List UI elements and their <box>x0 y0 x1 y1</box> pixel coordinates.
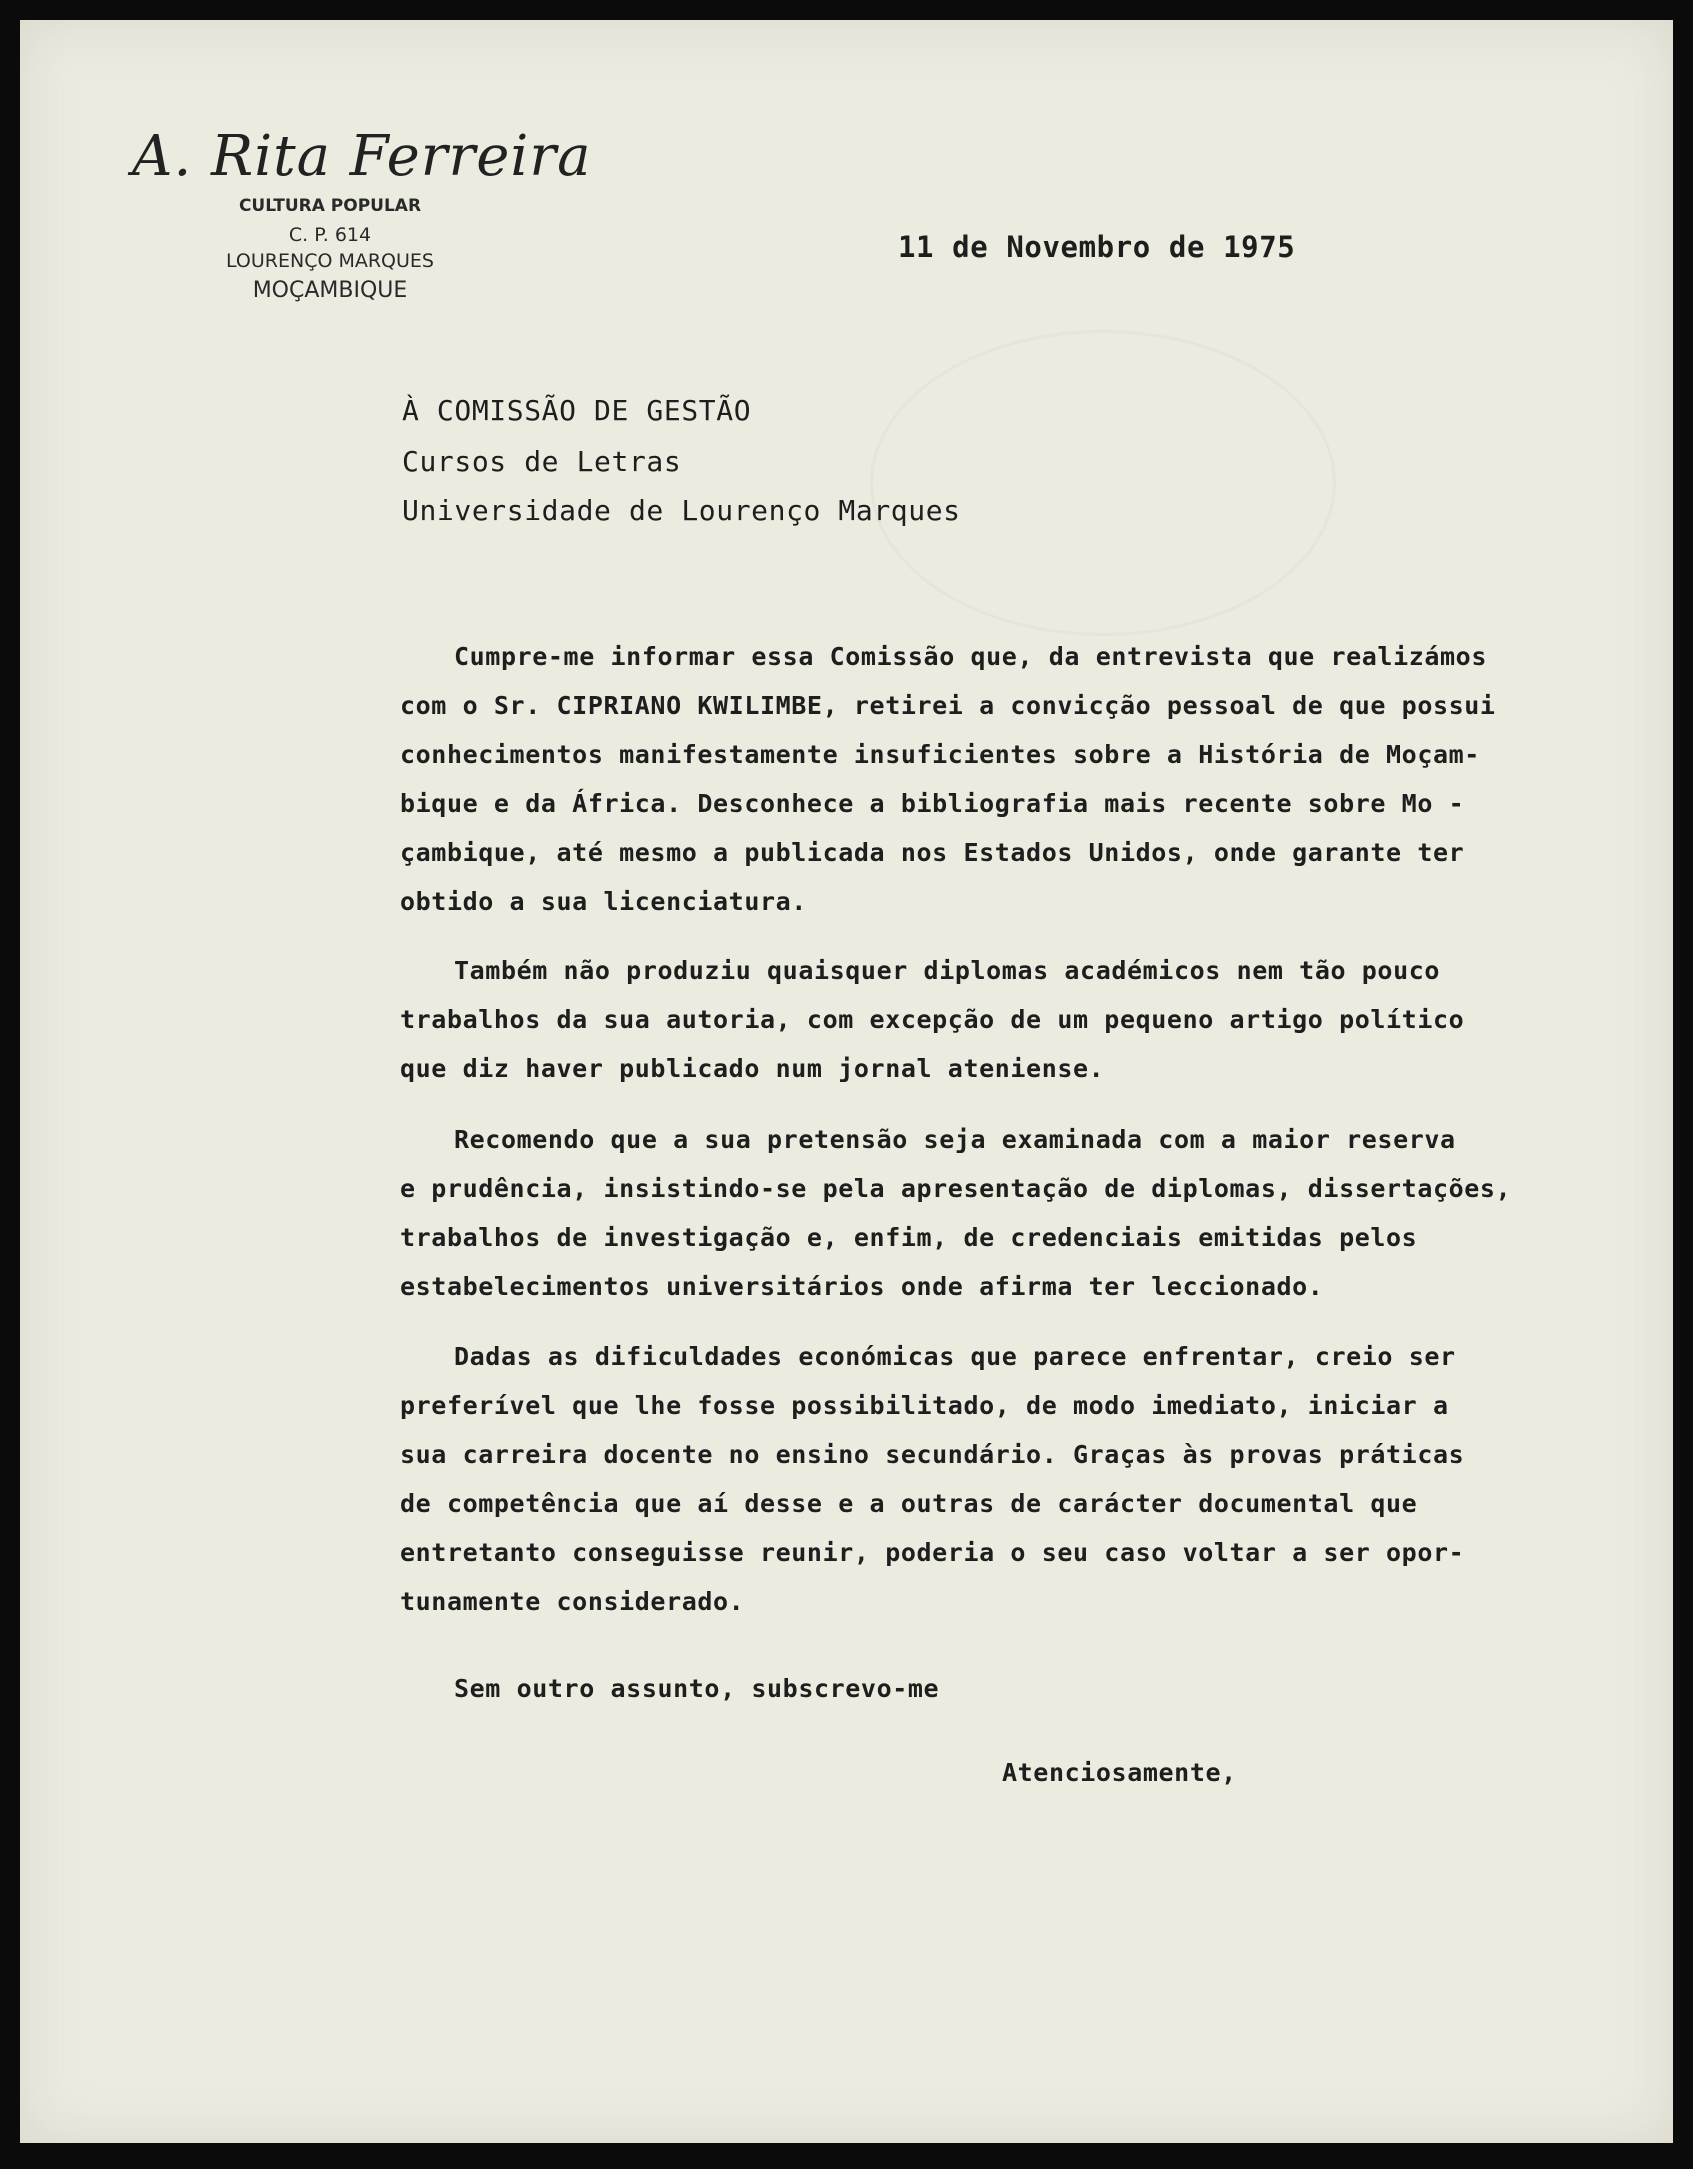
body-line: estabelecimentos universitários onde afirma ter leccionado. <box>400 1272 1324 1301</box>
body-line: bique e da África. Desconhece a bibliografia mais recente sobre Mo - <box>400 789 1465 818</box>
body-line: trabalhos de investigação e, enfim, de credenciais emitidas pelos <box>400 1223 1418 1252</box>
letter-page <box>20 20 1673 2143</box>
signoff: Atenciosamente, <box>1002 1758 1237 1787</box>
body-line: conhecimentos manifestamente insuficientes sobre a História de Moçam- <box>400 740 1480 769</box>
body-line: Dadas as dificuldades económicas que parece enfrentar, creio ser <box>454 1342 1456 1371</box>
body-line: çambique, até mesmo a publicada nos Estados Unidos, onde garante ter <box>400 838 1465 867</box>
body-line: Também não produziu quaisquer diplomas académicos nem tão pouco <box>454 956 1441 985</box>
recipient-line-1: À COMISSÃO DE GESTÃO <box>402 394 752 427</box>
body-line: com o Sr. CIPRIANO KWILIMBE, retirei a convicção pessoal de que possui <box>400 691 1496 720</box>
body-line: preferível que lhe fosse possibilitado, de modo imediato, iniciar a <box>400 1391 1449 1420</box>
body-line: sua carreira docente no ensino secundário. Graças às provas práticas <box>400 1440 1465 1469</box>
body-line: entretanto conseguisse reunir, poderia o seu caso voltar a ser opor- <box>400 1538 1465 1567</box>
letterhead-name: A. Rita Ferreira <box>132 124 592 189</box>
body-line: Cumpre-me informar essa Comissão que, da entrevista que realizámos <box>454 642 1487 671</box>
closing-line: Sem outro assunto, subscrevo-me <box>454 1674 940 1703</box>
body-line: trabalhos da sua autoria, com excepção de um pequeno artigo político <box>400 1005 1465 1034</box>
letterhead-city: LOURENÇO MARQUES <box>226 250 434 272</box>
body-line: de competência que aí desse e a outras de carácter documental que <box>400 1489 1418 1518</box>
body-line: Recomendo que a sua pretensão seja examinada com a maior reserva <box>454 1125 1456 1154</box>
body-line: e prudência, insistindo-se pela apresentação de diplomas, dissertações, <box>400 1174 1512 1203</box>
letter-date: 11 de Novembro de 1975 <box>898 230 1296 264</box>
recipient-line-3: Universidade de Lourenço Marques <box>402 494 961 527</box>
letterhead-organization: CULTURA POPULAR <box>238 196 422 216</box>
body-line: tunamente considerado. <box>400 1587 745 1616</box>
body-line: que diz haver publicado num jornal ateniense. <box>400 1054 1105 1083</box>
body-line: obtido a sua licenciatura. <box>400 887 807 916</box>
letterhead-country: MOÇAMBIQUE <box>252 278 408 303</box>
faint-stamp-mark <box>870 330 1336 636</box>
recipient-line-2: Cursos de Letras <box>402 445 682 478</box>
letterhead-po-box: C. P. 614 <box>288 224 372 246</box>
